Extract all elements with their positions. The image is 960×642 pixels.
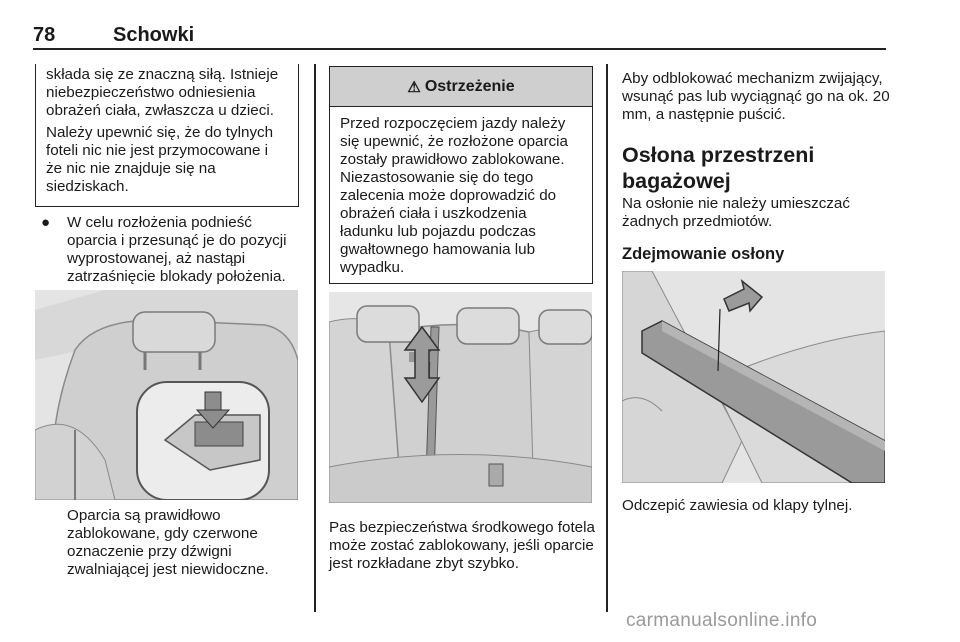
seat-belt-illustration (329, 292, 592, 503)
page-header (33, 18, 886, 52)
bullet-text: W celu rozłożenia podnieść oparcia i przesunąć je do pozycji wyprostowanej, aż nastąpi zatrzaśnięcie blokady położenia. (67, 214, 287, 285)
unlock-instruction: Aby odblokować mechanizm zwijający, wsunąć pas lub wyciągnąć go na ok. 20 mm, a następnie puścić. (622, 70, 890, 123)
warning-title: Ostrzeżenie (424, 77, 515, 95)
image-caption: Oparcia są prawidłowo zablokowane, gdy czerwone oznaczenie przy dźwigni zwalniającej jest niewidoczne. (67, 507, 269, 578)
bullet-icon: ● (41, 214, 51, 231)
chapter-title: Schowki (113, 24, 195, 46)
warning-box (329, 66, 593, 284)
page-number: 78 (33, 24, 56, 46)
column-divider (314, 64, 316, 612)
column-divider (606, 64, 608, 612)
section-note: Na osłonie nie należy umieszczać żadnych przedmiotów. (622, 195, 850, 230)
warning-box-continued (35, 64, 299, 207)
warning-header (330, 67, 592, 107)
rear-seat-illustration (35, 290, 298, 500)
image-caption: Odczepić zawiesia od klapy tylnej. (622, 497, 853, 514)
warning-body: Przed rozpoczęciem jazdy należy się upewnić, że rozłożone oparcia zostały prawidłowo zablokowane. Niezastosowanie się do tego zalecenia może doprowadzić do obrażeń ciała i uszkodzenia ładunku lub pojazdu podczas gwałtownego hamowania lub wypadku. (340, 115, 568, 276)
image-caption: Pas bezpieczeństwa środkowego fotela może zostać zablokowany, jeśli oparcie jest rozkładane zbyt szybko. (329, 519, 595, 572)
warning-icon: ⚠ (407, 78, 421, 96)
warning-paragraph: składa się ze znaczną siłą. Istnieje niebezpieczeństwo odniesienia obrażeń ciała, zwłaszcza u dzieci. (46, 66, 279, 119)
subsection-heading: Zdejmowanie osłony (622, 245, 785, 263)
section-heading: Osłona przestrzeni bagażowej (622, 143, 815, 193)
cargo-cover-illustration (622, 271, 885, 483)
warning-paragraph: Należy upewnić się, że do tylnych foteli nic nie jest przymocowane i że nic nie znajduje się na siedziskach. (46, 124, 274, 195)
header-divider (33, 48, 886, 50)
watermark: carmanualsonline.info (626, 610, 818, 631)
